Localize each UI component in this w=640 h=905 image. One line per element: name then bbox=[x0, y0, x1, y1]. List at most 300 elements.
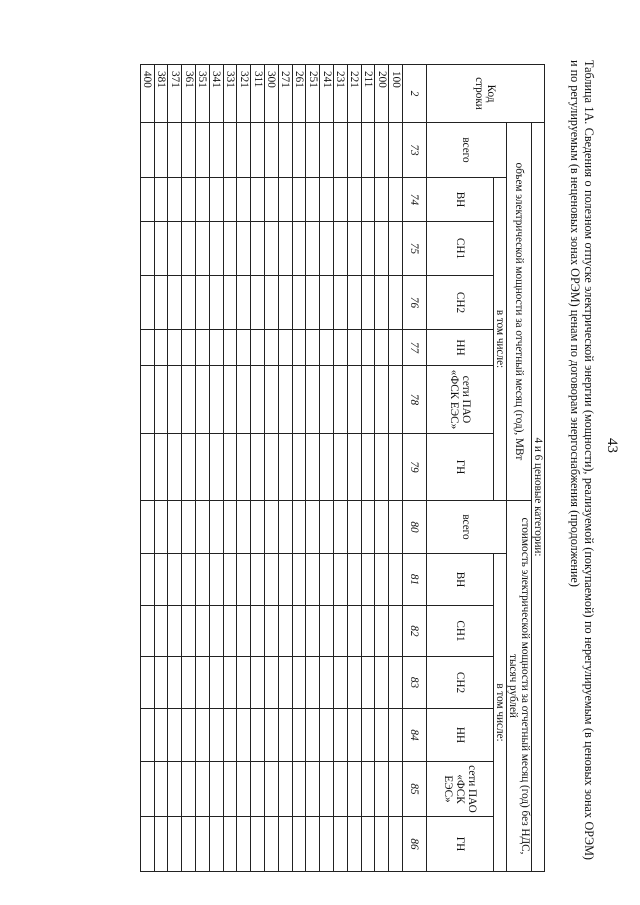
table-cell bbox=[251, 222, 265, 276]
table-cell bbox=[361, 709, 375, 762]
table-cell bbox=[223, 123, 237, 178]
table-cell bbox=[361, 330, 375, 366]
table-cell bbox=[223, 709, 237, 762]
table-cell bbox=[209, 178, 223, 222]
table-cell bbox=[251, 366, 265, 434]
row-code: 361 bbox=[182, 65, 196, 123]
table-row bbox=[182, 65, 196, 872]
table-row bbox=[375, 65, 389, 872]
table-cell bbox=[292, 606, 306, 657]
table-cell bbox=[334, 709, 348, 762]
table-cell bbox=[375, 606, 389, 657]
table-cell bbox=[140, 554, 154, 606]
row-code: 241 bbox=[320, 65, 334, 123]
table-cell bbox=[278, 434, 292, 501]
table-caption: Таблица 1А. Сведения о полезном отпуске электрической энергии (мощности), реализуемой (покупаемой) по нерегулируемым (в ценовых зонах ОРЭМ) и по регулируемым (в неценовых зонах ОРЭМ) ценам по договорам энергоснабжения (продолжение) bbox=[568, 60, 596, 860]
table-cell bbox=[140, 276, 154, 330]
table-cell bbox=[237, 817, 251, 872]
table-row bbox=[389, 65, 403, 872]
table-cell bbox=[361, 606, 375, 657]
table-cell bbox=[209, 762, 223, 817]
table-cell bbox=[320, 178, 334, 222]
table-cell bbox=[209, 657, 223, 709]
table-cell bbox=[320, 434, 334, 501]
table-cell bbox=[361, 554, 375, 606]
table-cell bbox=[251, 501, 265, 554]
col-number: 82 bbox=[403, 606, 427, 657]
table-cell bbox=[389, 178, 403, 222]
table-cell bbox=[140, 178, 154, 222]
row-code: 351 bbox=[196, 65, 210, 123]
cost-nn-header: НН bbox=[427, 709, 494, 762]
table-cell bbox=[375, 222, 389, 276]
table-cell bbox=[375, 501, 389, 554]
table-cell bbox=[209, 222, 223, 276]
table-cell bbox=[347, 276, 361, 330]
table-cell bbox=[306, 366, 320, 434]
row-code: 231 bbox=[334, 65, 348, 123]
table-cell bbox=[182, 657, 196, 709]
table-cell bbox=[154, 434, 168, 501]
table-cell bbox=[182, 554, 196, 606]
table-cell bbox=[154, 606, 168, 657]
table-cell bbox=[334, 657, 348, 709]
col-number: 85 bbox=[403, 762, 427, 817]
table-cell bbox=[375, 123, 389, 178]
table-cell bbox=[251, 330, 265, 366]
row-code: 321 bbox=[237, 65, 251, 123]
table-cell bbox=[237, 762, 251, 817]
table-cell bbox=[237, 501, 251, 554]
table-cell bbox=[154, 709, 168, 762]
table-cell bbox=[278, 222, 292, 276]
table-cell bbox=[223, 817, 237, 872]
table-cell bbox=[306, 817, 320, 872]
table-cell bbox=[223, 434, 237, 501]
table-cell bbox=[278, 606, 292, 657]
table-cell bbox=[209, 330, 223, 366]
table-cell bbox=[265, 123, 279, 178]
table-cell bbox=[375, 434, 389, 501]
table-cell bbox=[292, 330, 306, 366]
table-cell bbox=[196, 276, 210, 330]
table-cell bbox=[209, 123, 223, 178]
table-cell bbox=[223, 501, 237, 554]
table-cell bbox=[347, 657, 361, 709]
table-cell bbox=[251, 276, 265, 330]
row-code: 371 bbox=[168, 65, 182, 123]
table-cell bbox=[389, 434, 403, 501]
table-cell bbox=[361, 222, 375, 276]
data-table bbox=[140, 64, 545, 872]
table-cell bbox=[209, 817, 223, 872]
table-cell bbox=[196, 330, 210, 366]
table-cell bbox=[168, 123, 182, 178]
table-cell bbox=[334, 366, 348, 434]
table-cell bbox=[251, 554, 265, 606]
table-cell bbox=[237, 330, 251, 366]
col-number: 73 bbox=[403, 123, 427, 178]
cost-header: стоимость электрической мощности за отчетный месяц (год) без НДС, тысяч рублей bbox=[507, 501, 532, 872]
table-cell bbox=[375, 366, 389, 434]
table-cell bbox=[209, 366, 223, 434]
table-cell bbox=[182, 606, 196, 657]
volume-incl-header: в том числе: bbox=[494, 178, 507, 501]
table-cell bbox=[251, 817, 265, 872]
table-cell bbox=[320, 817, 334, 872]
table-cell bbox=[154, 178, 168, 222]
table-cell bbox=[278, 330, 292, 366]
table-cell bbox=[334, 276, 348, 330]
table-cell bbox=[237, 123, 251, 178]
table-cell bbox=[168, 554, 182, 606]
table-cell bbox=[154, 276, 168, 330]
cost-fsk-header: сети ПАО «ФСК ЕЭС» bbox=[427, 762, 494, 817]
table-cell bbox=[292, 762, 306, 817]
table-cell bbox=[209, 434, 223, 501]
table-cell bbox=[196, 606, 210, 657]
table-cell bbox=[140, 709, 154, 762]
row-code: 211 bbox=[361, 65, 375, 123]
table-cell bbox=[237, 554, 251, 606]
table-cell bbox=[278, 501, 292, 554]
table-cell bbox=[347, 178, 361, 222]
row-code: 311 bbox=[251, 65, 265, 123]
table-cell bbox=[265, 366, 279, 434]
table-cell bbox=[347, 366, 361, 434]
table-cell bbox=[361, 762, 375, 817]
table-cell bbox=[334, 554, 348, 606]
table-cell bbox=[182, 178, 196, 222]
table-cell bbox=[140, 762, 154, 817]
table-cell bbox=[154, 762, 168, 817]
table-row bbox=[168, 65, 182, 872]
table-cell bbox=[334, 178, 348, 222]
table-cell bbox=[292, 554, 306, 606]
table-cell bbox=[196, 434, 210, 501]
table-cell bbox=[168, 222, 182, 276]
table-cell bbox=[306, 276, 320, 330]
table-cell bbox=[182, 709, 196, 762]
cost-gn-header: ГН bbox=[427, 817, 494, 872]
table-cell bbox=[347, 554, 361, 606]
table-cell bbox=[251, 123, 265, 178]
table-cell bbox=[223, 222, 237, 276]
col-number: 79 bbox=[403, 434, 427, 501]
col-number: 86 bbox=[403, 817, 427, 872]
table-cell bbox=[334, 434, 348, 501]
table-cell bbox=[168, 178, 182, 222]
table-cell bbox=[389, 762, 403, 817]
row-code: 221 bbox=[347, 65, 361, 123]
group-header: 4 и 6 ценовые категории: bbox=[532, 123, 545, 872]
table-cell bbox=[320, 554, 334, 606]
table-cell bbox=[306, 222, 320, 276]
row-code: 200 bbox=[375, 65, 389, 123]
table-cell bbox=[154, 366, 168, 434]
table-cell bbox=[265, 709, 279, 762]
table-cell bbox=[251, 709, 265, 762]
table-cell bbox=[347, 709, 361, 762]
table-cell bbox=[361, 657, 375, 709]
table-row bbox=[292, 65, 306, 872]
table-cell bbox=[237, 366, 251, 434]
table-cell bbox=[196, 501, 210, 554]
table-cell bbox=[154, 123, 168, 178]
table-cell bbox=[292, 817, 306, 872]
cost-incl-header: в том числе: bbox=[494, 554, 507, 872]
table-cell bbox=[196, 178, 210, 222]
table-cell bbox=[265, 178, 279, 222]
cost-sn1-header: СН1 bbox=[427, 606, 494, 657]
table-cell bbox=[237, 222, 251, 276]
table-cell bbox=[265, 817, 279, 872]
table-cell bbox=[140, 330, 154, 366]
table-cell bbox=[334, 817, 348, 872]
table-cell bbox=[168, 657, 182, 709]
col-number: 84 bbox=[403, 709, 427, 762]
table-cell bbox=[361, 276, 375, 330]
table-cell bbox=[361, 817, 375, 872]
table-cell bbox=[154, 501, 168, 554]
table-cell bbox=[209, 709, 223, 762]
row-code: 331 bbox=[223, 65, 237, 123]
table-cell bbox=[265, 222, 279, 276]
row-code: 271 bbox=[278, 65, 292, 123]
table-cell bbox=[361, 434, 375, 501]
table-cell bbox=[265, 606, 279, 657]
column-number-row bbox=[403, 65, 427, 872]
table-cell bbox=[306, 123, 320, 178]
table-cell bbox=[140, 606, 154, 657]
table-cell bbox=[306, 606, 320, 657]
table-cell bbox=[154, 657, 168, 709]
table-row bbox=[154, 65, 168, 872]
table-cell bbox=[334, 606, 348, 657]
table-cell bbox=[237, 606, 251, 657]
table-cell bbox=[168, 330, 182, 366]
table-cell bbox=[209, 606, 223, 657]
table-cell bbox=[182, 434, 196, 501]
table-cell bbox=[320, 762, 334, 817]
table-cell bbox=[347, 762, 361, 817]
volume-gn-header: ГН bbox=[427, 434, 494, 501]
table-cell bbox=[292, 366, 306, 434]
table-cell bbox=[223, 178, 237, 222]
table-row bbox=[278, 65, 292, 872]
table-cell bbox=[320, 501, 334, 554]
table-cell bbox=[196, 762, 210, 817]
table-cell bbox=[223, 366, 237, 434]
table-cell bbox=[306, 501, 320, 554]
row-code: 261 bbox=[292, 65, 306, 123]
table-cell bbox=[292, 123, 306, 178]
table-cell bbox=[278, 366, 292, 434]
table-cell bbox=[389, 276, 403, 330]
table-cell bbox=[196, 657, 210, 709]
table-cell bbox=[375, 657, 389, 709]
table-cell bbox=[223, 276, 237, 330]
col-number: 80 bbox=[403, 501, 427, 554]
table-cell bbox=[361, 501, 375, 554]
row-code: 100 bbox=[389, 65, 403, 123]
table-cell bbox=[168, 709, 182, 762]
table-cell bbox=[140, 501, 154, 554]
table-cell bbox=[320, 709, 334, 762]
page-number: 43 bbox=[604, 438, 620, 453]
table-cell bbox=[292, 276, 306, 330]
table-cell bbox=[251, 762, 265, 817]
table-cell bbox=[375, 762, 389, 817]
table-cell bbox=[237, 709, 251, 762]
volume-vn-header: ВН bbox=[427, 178, 494, 222]
table-cell bbox=[292, 178, 306, 222]
table-cell bbox=[182, 222, 196, 276]
table-row bbox=[361, 65, 375, 872]
code-header: Код строки bbox=[427, 65, 545, 123]
table-row bbox=[209, 65, 223, 872]
table-cell bbox=[389, 366, 403, 434]
table-cell bbox=[265, 330, 279, 366]
col-number: 77 bbox=[403, 330, 427, 366]
table-cell bbox=[223, 606, 237, 657]
cost-vn-header: ВН bbox=[427, 554, 494, 606]
table-cell bbox=[154, 554, 168, 606]
table-cell bbox=[334, 762, 348, 817]
table-cell bbox=[168, 762, 182, 817]
table-cell bbox=[140, 817, 154, 872]
table-cell bbox=[375, 178, 389, 222]
table-cell bbox=[265, 657, 279, 709]
table-row bbox=[265, 65, 279, 872]
table-cell bbox=[251, 178, 265, 222]
table-cell bbox=[306, 709, 320, 762]
table-cell bbox=[140, 222, 154, 276]
table-cell bbox=[389, 123, 403, 178]
table-cell bbox=[196, 709, 210, 762]
table-body bbox=[140, 65, 402, 872]
row-code: 400 bbox=[140, 65, 154, 123]
table-cell bbox=[334, 222, 348, 276]
table-cell bbox=[265, 276, 279, 330]
table-cell bbox=[334, 501, 348, 554]
cost-total-header: всего bbox=[427, 501, 507, 554]
table-cell bbox=[278, 709, 292, 762]
table-cell bbox=[154, 222, 168, 276]
col-number: 83 bbox=[403, 657, 427, 709]
table-row bbox=[140, 65, 154, 872]
cost-sn2-header: СН2 bbox=[427, 657, 494, 709]
table-cell bbox=[375, 709, 389, 762]
table-cell bbox=[251, 434, 265, 501]
volume-total-header: всего bbox=[427, 123, 507, 178]
table-cell bbox=[334, 330, 348, 366]
table-cell bbox=[306, 657, 320, 709]
table-cell bbox=[168, 817, 182, 872]
table-row bbox=[347, 65, 361, 872]
table-cell bbox=[154, 330, 168, 366]
table-cell bbox=[375, 330, 389, 366]
table-cell bbox=[182, 366, 196, 434]
table-cell bbox=[320, 222, 334, 276]
table-cell bbox=[375, 276, 389, 330]
table-cell bbox=[182, 501, 196, 554]
table-cell bbox=[209, 554, 223, 606]
table-cell bbox=[389, 709, 403, 762]
table-cell bbox=[320, 276, 334, 330]
table-cell bbox=[306, 178, 320, 222]
volume-fsk-header: сети ПАО «ФСК ЕЭС» bbox=[427, 366, 494, 434]
table-cell bbox=[347, 434, 361, 501]
table-cell bbox=[209, 276, 223, 330]
table-cell bbox=[320, 123, 334, 178]
table-cell bbox=[168, 434, 182, 501]
row-code: 251 bbox=[306, 65, 320, 123]
table-cell bbox=[168, 276, 182, 330]
table-cell bbox=[196, 222, 210, 276]
table-cell bbox=[278, 554, 292, 606]
table-cell bbox=[223, 762, 237, 817]
col-number: 75 bbox=[403, 222, 427, 276]
table-cell bbox=[265, 434, 279, 501]
table-cell bbox=[347, 222, 361, 276]
table-cell bbox=[223, 330, 237, 366]
row-code: 381 bbox=[154, 65, 168, 123]
table-row bbox=[196, 65, 210, 872]
table-cell bbox=[320, 330, 334, 366]
table-cell bbox=[196, 554, 210, 606]
row-code: 341 bbox=[209, 65, 223, 123]
table-cell bbox=[265, 762, 279, 817]
table-cell bbox=[389, 554, 403, 606]
volume-sn1-header: СН1 bbox=[427, 222, 494, 276]
table-cell bbox=[237, 657, 251, 709]
table-cell bbox=[278, 657, 292, 709]
volume-nn-header: НН bbox=[427, 330, 494, 366]
table-cell bbox=[237, 178, 251, 222]
table-cell bbox=[292, 501, 306, 554]
table-cell bbox=[278, 178, 292, 222]
table-row bbox=[334, 65, 348, 872]
table-cell bbox=[320, 366, 334, 434]
table-cell bbox=[168, 606, 182, 657]
table-cell bbox=[265, 501, 279, 554]
table-cell bbox=[154, 817, 168, 872]
table-cell bbox=[389, 222, 403, 276]
table-cell bbox=[196, 366, 210, 434]
table-cell bbox=[361, 123, 375, 178]
col-number: 78 bbox=[403, 366, 427, 434]
table-cell bbox=[237, 434, 251, 501]
table-cell bbox=[306, 554, 320, 606]
table-cell bbox=[347, 123, 361, 178]
table-cell bbox=[182, 123, 196, 178]
table-cell bbox=[292, 709, 306, 762]
table-cell bbox=[196, 817, 210, 872]
table-cell bbox=[361, 366, 375, 434]
table-cell bbox=[320, 657, 334, 709]
table-row bbox=[320, 65, 334, 872]
table-cell bbox=[278, 817, 292, 872]
volume-header: объем электрической мощности за отчетный месяц (год), МВт bbox=[507, 123, 532, 501]
table-cell bbox=[389, 657, 403, 709]
table-cell bbox=[347, 501, 361, 554]
table-cell bbox=[182, 276, 196, 330]
table-cell bbox=[389, 330, 403, 366]
table-cell bbox=[168, 366, 182, 434]
table-cell bbox=[347, 606, 361, 657]
table-cell bbox=[320, 606, 334, 657]
